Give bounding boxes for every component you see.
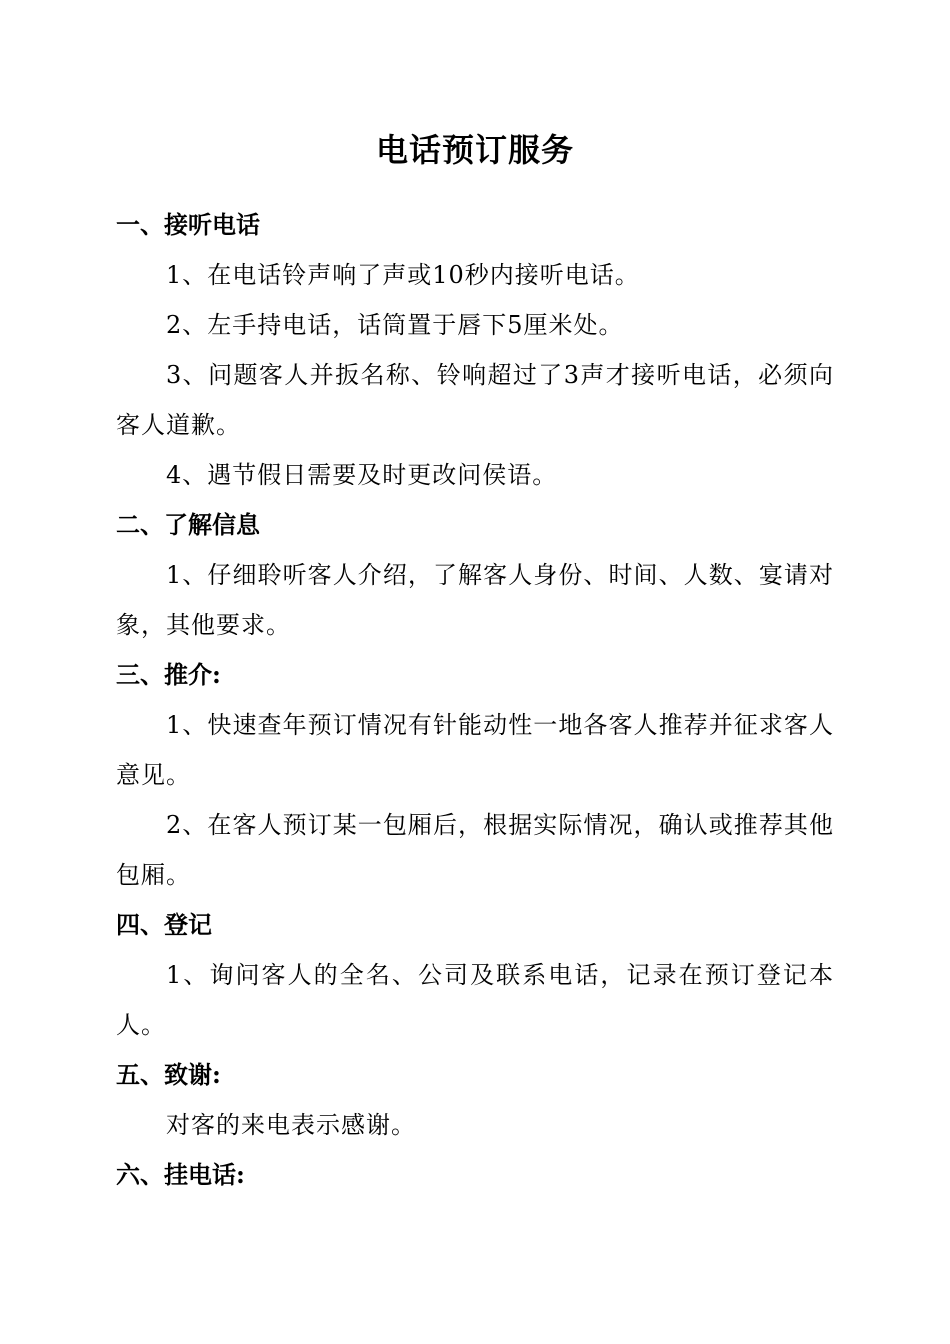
section-gather-info xyxy=(116,500,834,650)
paragraph: 4、遇节假日需要及时更改问侯语。 xyxy=(166,461,558,489)
section-heading: 五、致谢: xyxy=(116,1060,221,1089)
page-title: 电话预订服务 xyxy=(375,131,574,169)
paragraph: 1、在电话铃声响了声或10秒内接听电话。 xyxy=(166,261,640,289)
paragraph: 3、问题客人并扳名称、铃响超过了3声才接听电话，必须向客人道歉。 xyxy=(116,361,834,439)
paragraph: 1、询问客人的全名、公司及联系电话，记录在预订登记本人。 xyxy=(116,961,834,1039)
section-hang-up xyxy=(116,1150,834,1200)
section-register xyxy=(116,900,834,1050)
document-body xyxy=(116,200,834,1200)
paragraph: 2、在客人预订某一包厢后，根据实际情况，确认或推荐其他包厢。 xyxy=(116,811,834,889)
section-thanks xyxy=(116,1050,834,1150)
section-heading: 三、推介: xyxy=(116,660,221,689)
section-recommend xyxy=(116,650,834,900)
paragraph: 对客的来电表示感谢。 xyxy=(166,1111,416,1139)
section-heading: 六、挂电话: xyxy=(116,1160,245,1189)
paragraph: 1、快速查年预订情况有针能动性一地各客人推荐并征求客人意见。 xyxy=(116,711,834,789)
section-answer-phone xyxy=(116,200,834,500)
section-heading: 二、了解信息 xyxy=(116,510,260,539)
section-heading: 四、登记 xyxy=(116,910,212,939)
paragraph: 1、仔细聆听客人介绍，了解客人身份、时间、人数、宴请对象，其他要求。 xyxy=(116,561,834,639)
paragraph: 2、左手持电话，话筒置于唇下5厘米处。 xyxy=(166,311,624,339)
section-heading: 一、接听电话 xyxy=(116,210,260,239)
